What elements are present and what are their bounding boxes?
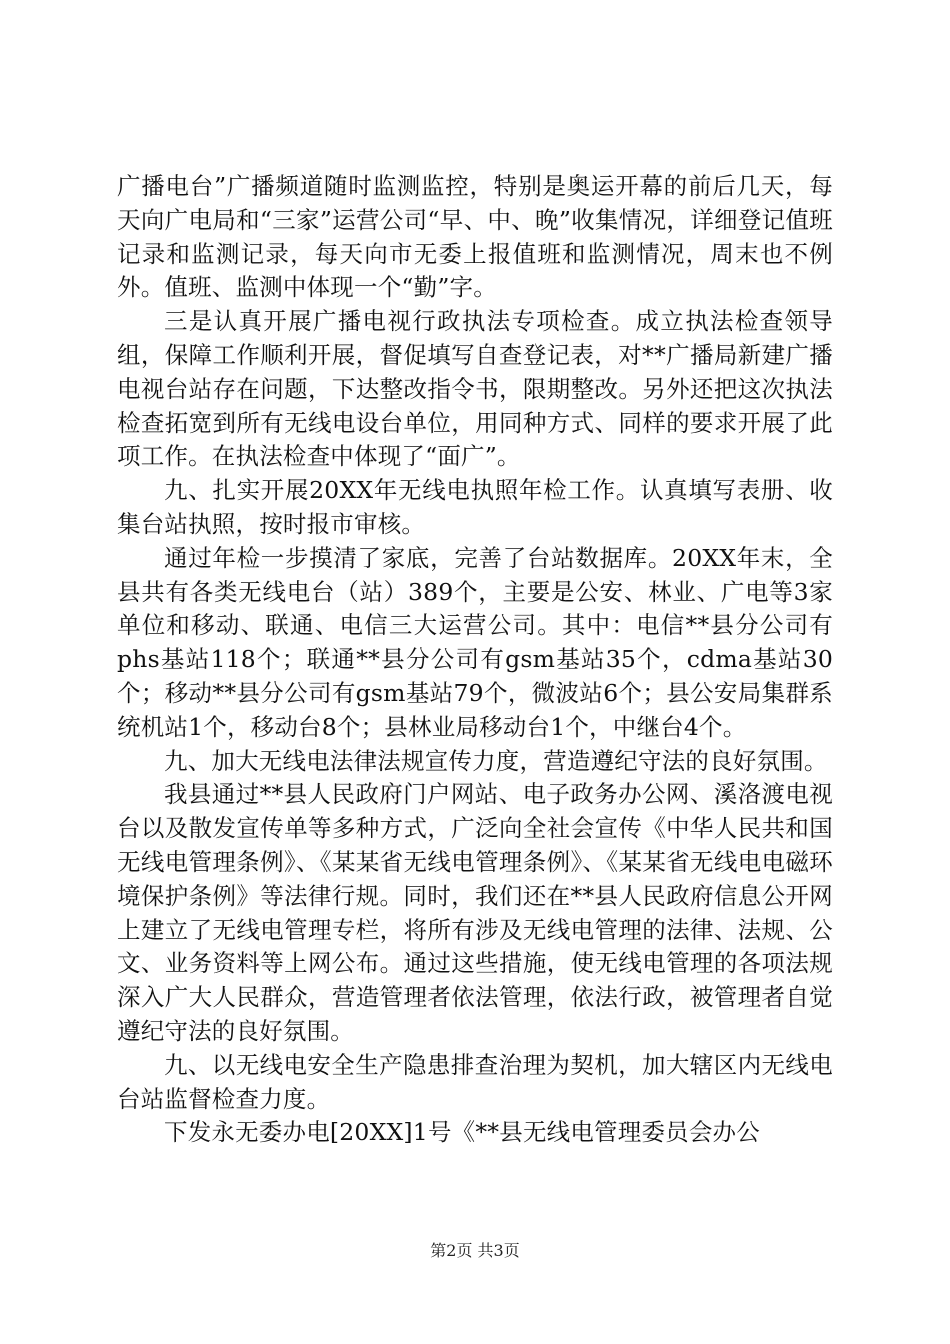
paragraph: 三是认真开展广播电视行政执法专项检查。成立执法检查领导组，保障工作顺利开展，督促填写自查登记表，对**广播局新建广播电视台站存在问题，下达整改指令书，限期整改。另外还把这次执法检查拓宽到所有无线电设台单位，用同种方式、同样的要求开展了此项工作。在执法检查中体现了“面广”。 — [117, 307, 833, 471]
page-number-footer: 第2页 共3页 — [430, 1241, 520, 1260]
paragraph: 九、扎实开展20XX年无线电执照年检工作。认真填写表册、收集台站执照，按时报市审核。 — [117, 476, 833, 538]
paragraph: 九、加大无线电法律法规宣传力度，营造遵纪守法的良好氛围。 — [164, 746, 828, 775]
paragraph: 下发永无委办电[20XX]1号《**县无线电管理委员会办公 — [164, 1118, 760, 1147]
paragraph: 九、以无线电安全生产隐患排查治理为契机，加大辖区内无线电台站监督检查力度。 — [117, 1050, 833, 1113]
paragraph: 我县通过**县人民政府门户网站、电子政务办公网、溪洛渡电视台以及散发宣传单等多种方式，广泛向全社会宣传《中华人民共和国无线电管理条例》、《某某省无线电管理条例》、《某某省无线电电磁环境保护条例》等法律行规。同时，我们还在**县人民政府信息公开网上建立了无线电管理专栏，将所有涉及无线电管理的法律、法规、公文、业务资料等上网公布。通过这些措施，使无线电管理的各项法规深入广大人民群众，营造管理者依法管理，依法行政，被管理者自觉遵纪守法的良好氛围。 — [117, 780, 833, 1045]
document-body — [117, 170, 833, 1150]
paragraph: 广播电台”广播频道随时监测监控，特别是奥运开幕的前后几天，每天向广电局和“三家”运营公司“早、中、晚”收集情况，详细登记值班记录和监测记录，每天向市无委上报值班和监测情况，周末也不例外。值班、监测中体现一个“勤”字。 — [117, 172, 833, 302]
paragraph: 通过年检一步摸清了家底，完善了台站数据库。20XX年末，全县共有各类无线电台（站）389个，主要是公安、林业、广电等3家单位和移动、联通、电信三大运营公司。其中：电信**县分公司有phs基站118个；联通**县分公司有gsm基站35个，cdma基站30个；移动**县分公司有gsm基站79个，微波站6个；县公安局集群系统机站1个，移动台8个；县林业局移动台1个，中继台4个。 — [117, 543, 833, 741]
